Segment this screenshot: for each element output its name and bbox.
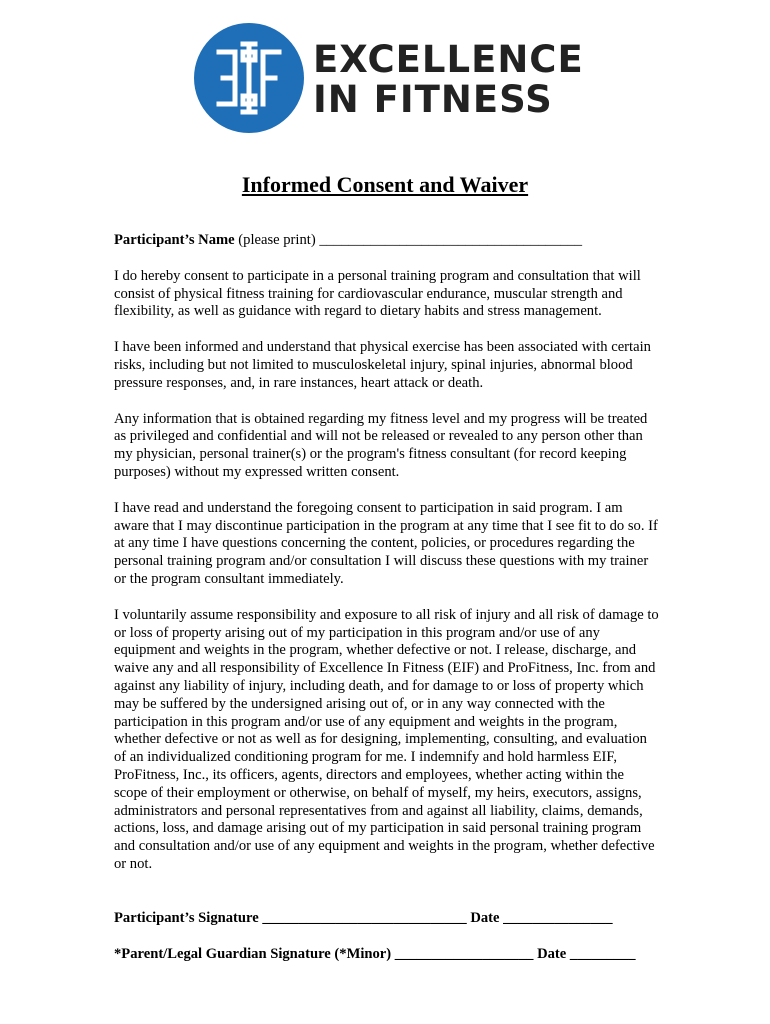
participant-name-field[interactable] [114,232,660,250]
paragraph-consent: I do hereby consent to participate in a personal training program and consultation that will consist of physical fitness training for cardiovascular endurance, muscular strength and flexibility, as well as guidance with regard to dietary habits and stress management. [114,267,641,320]
paragraph-risks: I have been informed and understand that physical exercise has been associated with certain risks, including but not limited to musculoskeletal injury, spinal injuries, abnormal blood pressure responses, and, in rare instances, heart attack or death. [114,339,651,391]
participant-signature-line[interactable]: Participant’s Signature ____________________________ Date _______________ [114,910,613,926]
document-body [114,232,660,892]
eif-logo-icon [193,22,305,134]
paragraph-release: I voluntarily assume responsibility and exposure to all risk of injury and all risk of damage to or loss of property arising out of my participation in this program and/or use of any equipment and weights in the program, whether defective or not. I release, discharge, and waive any and all responsibility of Excellence In Fitness (EIF) and ProFitness, Inc. from and against any liability of injury, including death, and for damage to or loss of property which may be suffered by the undersigned arising out of, or in any way connected with the participation in this program and/or use of any equipment and weights in the program, whether defective or not as well as for designing, implementing, consulting, and evaluation of an individualized conditioning program for me. I indemnify and hold harmless EIF, ProFitness, Inc., its officers, agents, directors and employees, whether acting within the scope of their employment or otherwise, on behalf of myself, my heirs, executors, assigns, administrators and personal representatives from and against all liability, claims, demands, actions, loss, and damage arising out of my participation in said personal training program and consultation and/or use of any equipment and weights in the program, whether defective or not. [114,606,659,872]
document-title: Informed Consent and Waiver [241,172,529,197]
paragraph-understanding: I have read and understand the foregoing consent to participation in said program. I am aware that I may discontinue participation in the program at any time that I see fit to do so. If at any time I have questions concerning the content, policies, or procedures regarding the personal training program and/or consultation I will discuss these questions with my trainer or the program consultant immediately. [114,499,658,587]
logo-text-line2: IN FITNESS [313,78,553,121]
participant-name-label: Participant’s Name [114,232,235,248]
logo-text-line1: EXCELLENCE [313,38,584,81]
guardian-signature-line[interactable]: *Parent/Legal Guardian Signature (*Minor) ___________________ Date _________ [114,946,636,962]
participant-name-hint: (please print) [234,232,320,248]
eif-logo [193,22,593,140]
paragraph-confidentiality: Any information that is obtained regarding my fitness level and my progress will be treated as privileged and confidential and will not be released or revealed to any person other than my physician, personal trainer(s) or the program's fitness consultant (for record keeping purposes) without my expressed written consent. [114,410,648,480]
participant-name-line[interactable]: ____________________________________ [319,232,583,248]
